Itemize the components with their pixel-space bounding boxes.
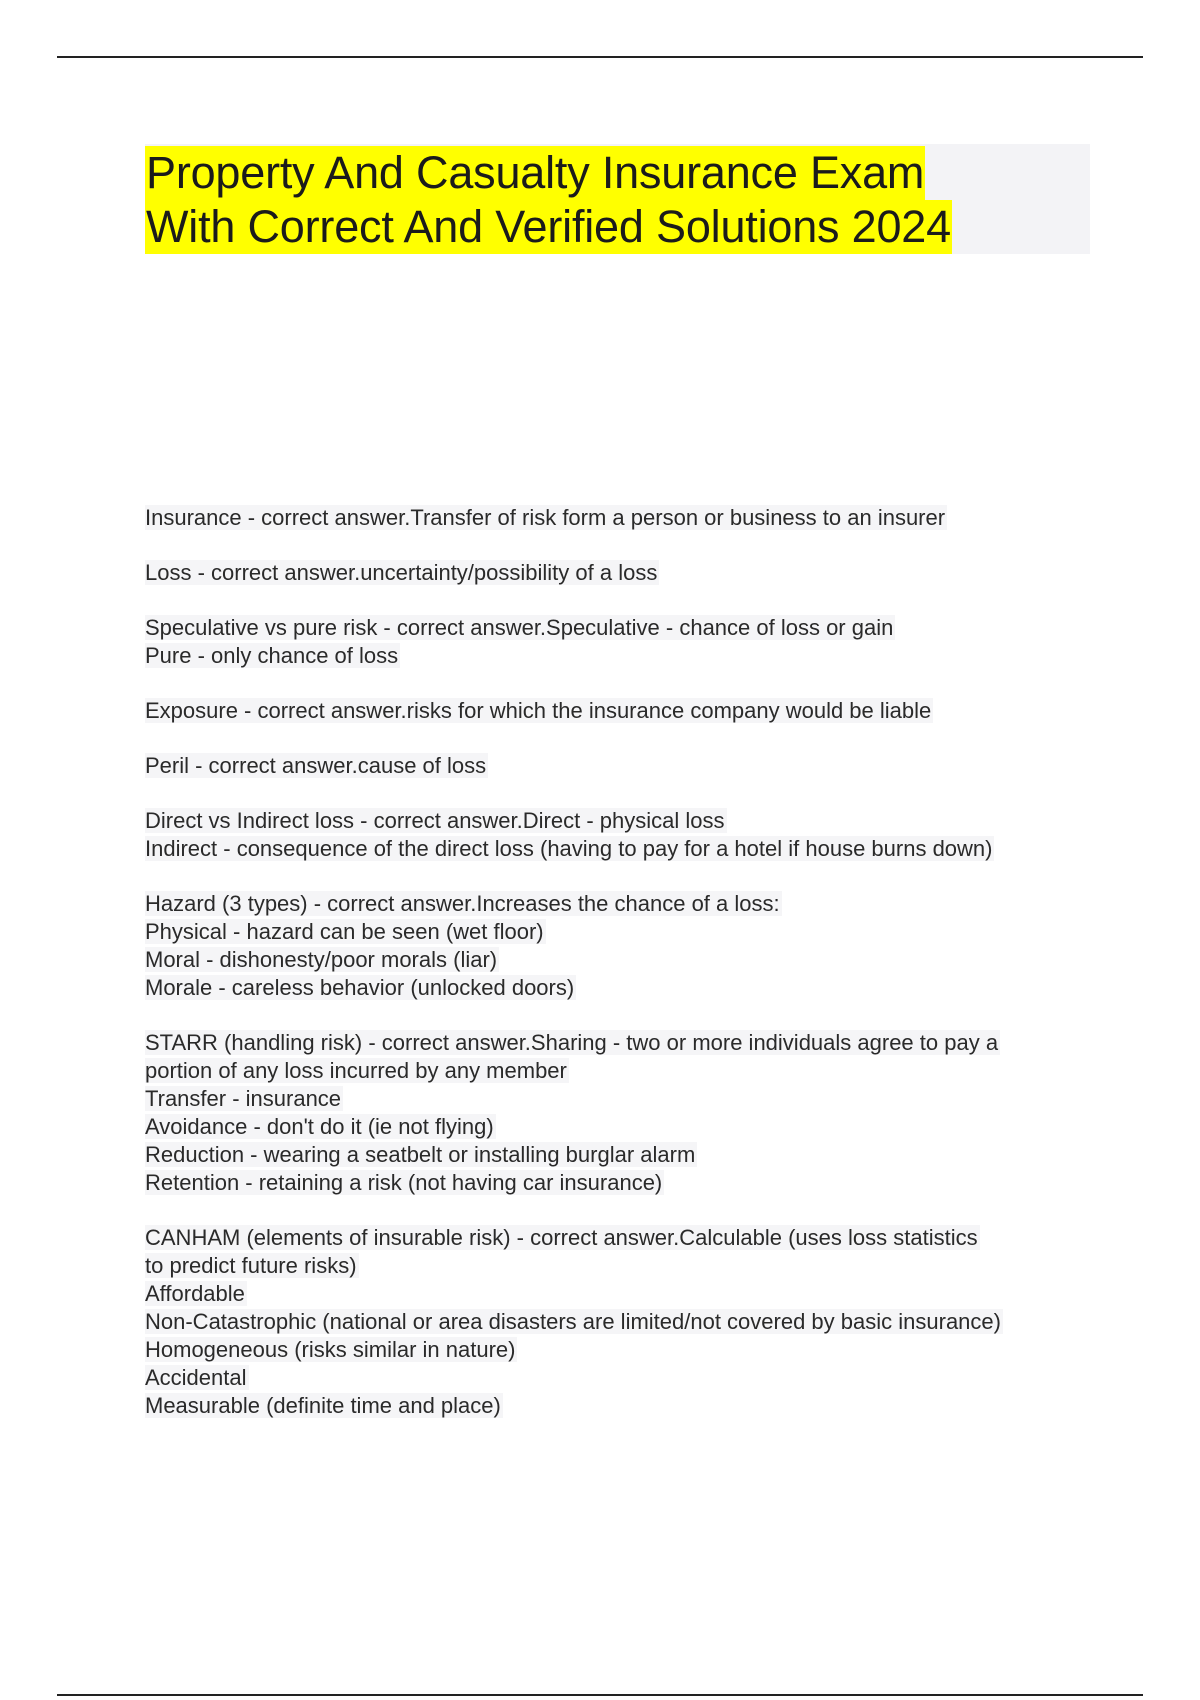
entry-question-line xyxy=(145,559,1095,587)
entry-text: Avoidance - don't do it (ie not flying) xyxy=(145,1114,494,1139)
entry-answer-line xyxy=(145,1308,1095,1336)
entry-answer-line xyxy=(145,1085,1095,1113)
entry-text: Indirect - consequence of the direct loss (having to pay for a hotel if house burns down) xyxy=(145,836,993,861)
flashcard-entry xyxy=(145,1224,1095,1420)
entry-text: Direct vs Indirect loss - correct answer.Direct - physical loss xyxy=(145,808,725,833)
entry-answer-line xyxy=(145,1057,1095,1085)
entry-answer-line xyxy=(145,1113,1095,1141)
flashcard-entry xyxy=(145,1029,1095,1197)
entry-answer-line xyxy=(145,642,1095,670)
title-line-2: With Correct And Verified Solutions 2024 xyxy=(146,201,951,252)
flashcard-entry xyxy=(145,890,1095,1002)
entry-text: CANHAM (elements of insurable risk) - correct answer.Calculable (uses loss statistics xyxy=(145,1225,978,1250)
header-rule xyxy=(57,56,1143,58)
entry-question-line xyxy=(145,697,1095,725)
entry-question-line xyxy=(145,504,1095,532)
flashcard-entry xyxy=(145,504,1095,532)
entry-text: Speculative vs pure risk - correct answer.Speculative - chance of loss or gain xyxy=(145,615,894,640)
flashcard-list xyxy=(145,504,1095,1447)
entry-text: Affordable xyxy=(145,1281,245,1306)
entry-text: Peril - correct answer.cause of loss xyxy=(145,753,487,778)
entry-text: Measurable (definite time and place) xyxy=(145,1393,501,1418)
entry-answer-line xyxy=(145,1141,1095,1169)
entry-text: Moral - dishonesty/poor morals (liar) xyxy=(145,947,498,972)
entry-text: Morale - careless behavior (unlocked doors) xyxy=(145,975,575,1000)
flashcard-entry xyxy=(145,752,1095,780)
entry-question-line xyxy=(145,752,1095,780)
entry-text: Insurance - correct answer.Transfer of risk form a person or business to an insurer xyxy=(145,505,946,530)
entry-question-line xyxy=(145,807,1095,835)
entry-text: Homogeneous (risks similar in nature) xyxy=(145,1337,516,1362)
entry-answer-line xyxy=(145,1336,1095,1364)
entry-answer-line xyxy=(145,1252,1095,1280)
flashcard-entry xyxy=(145,559,1095,587)
entry-text: to predict future risks) xyxy=(145,1253,357,1278)
entry-question-line xyxy=(145,890,1095,918)
entry-question-line xyxy=(145,1029,1095,1057)
entry-answer-line xyxy=(145,835,1095,863)
entry-text: STARR (handling risk) - correct answer.Sharing - two or more individuals agree to pay a xyxy=(145,1030,999,1055)
entry-text: Pure - only chance of loss xyxy=(145,643,399,668)
entry-answer-line xyxy=(145,1169,1095,1197)
entry-answer-line xyxy=(145,946,1095,974)
entry-answer-line xyxy=(145,974,1095,1002)
entry-answer-line xyxy=(145,1280,1095,1308)
entry-text: Reduction - wearing a seatbelt or installing burglar alarm xyxy=(145,1142,696,1167)
document-title xyxy=(145,144,1090,254)
entry-text: Exposure - correct answer.risks for which the insurance company would be liable xyxy=(145,698,932,723)
entry-text: portion of any loss incurred by any member xyxy=(145,1058,567,1083)
entry-text: Physical - hazard can be seen (wet floor) xyxy=(145,919,544,944)
entry-question-line xyxy=(145,614,1095,642)
entry-text: Retention - retaining a risk (not having car insurance) xyxy=(145,1170,663,1195)
entry-text: Accidental xyxy=(145,1365,247,1390)
flashcard-entry xyxy=(145,614,1095,670)
entry-text: Transfer - insurance xyxy=(145,1086,342,1111)
flashcard-entry xyxy=(145,807,1095,863)
footer-rule xyxy=(57,1694,1143,1696)
entry-text: Hazard (3 types) - correct answer.Increases the chance of a loss: xyxy=(145,891,780,916)
title-line-1: Property And Casualty Insurance Exam xyxy=(146,147,925,198)
entry-text: Non-Catastrophic (national or area disasters are limited/not covered by basic insurance) xyxy=(145,1309,1001,1334)
entry-question-line xyxy=(145,1224,1095,1252)
flashcard-entry xyxy=(145,697,1095,725)
entry-answer-line xyxy=(145,918,1095,946)
entry-answer-line xyxy=(145,1392,1095,1420)
entry-text: Loss - correct answer.uncertainty/possibility of a loss xyxy=(145,560,658,585)
entry-answer-line xyxy=(145,1364,1095,1392)
